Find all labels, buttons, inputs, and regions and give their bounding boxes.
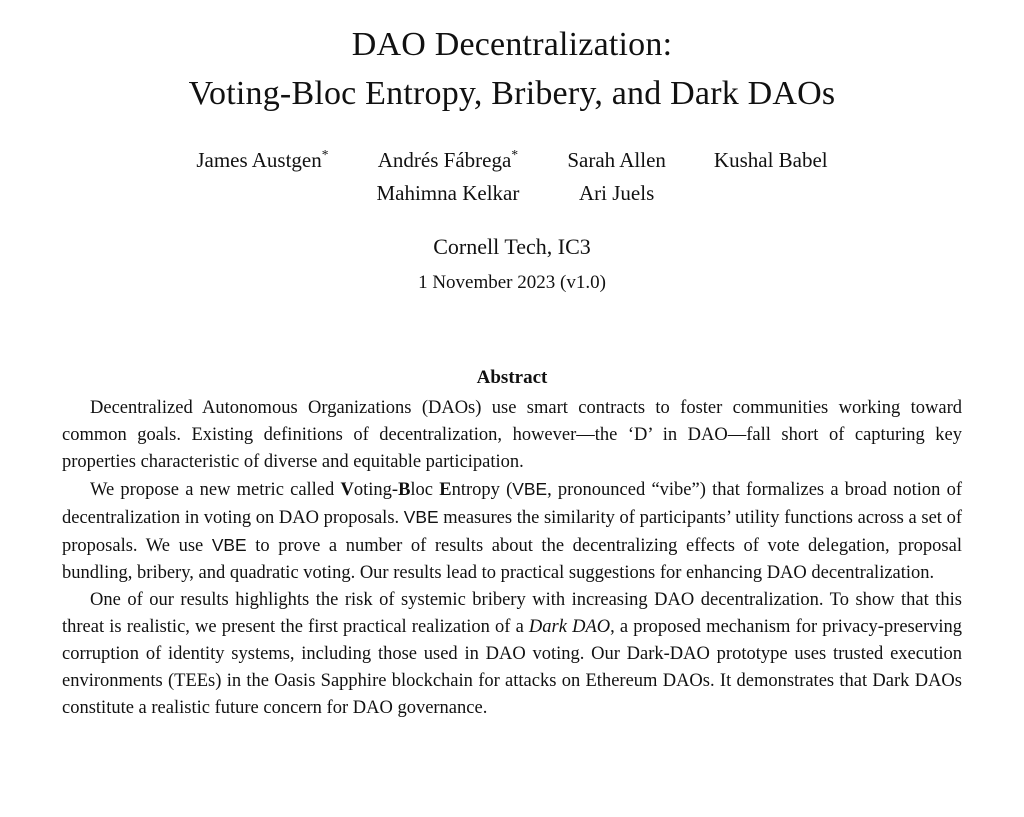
author-block: [62, 144, 962, 210]
author-name: Kushal Babel: [713, 148, 828, 172]
author-andres-fabrega: [378, 144, 518, 177]
author-column-2: [376, 144, 519, 210]
affiliation: Cornell Tech, IC3: [433, 234, 591, 259]
paper-content: [62, 0, 962, 722]
author-name: Sarah Allen: [567, 148, 666, 172]
author-name: Andrés Fábrega: [377, 148, 512, 172]
author-name: Mahimna Kelkar: [376, 181, 520, 205]
abstract-heading: Abstract: [476, 367, 548, 388]
author-mahimna-kelkar: [376, 177, 519, 210]
author-name: James Austgen: [196, 148, 322, 172]
author-james-austgen: [196, 144, 328, 177]
author-sarah-allen: [567, 144, 666, 177]
author-footnote-mark: *: [511, 147, 519, 162]
paper-title-line2: Voting-Bloc Entropy, Bribery, and Dark DAOs: [188, 75, 836, 112]
author-name: Ari Juels: [579, 181, 655, 205]
paper-title: [62, 20, 962, 118]
abstract-section: [62, 366, 962, 722]
abstract-paragraph-2: We propose a new metric called Voting-Bloc Entropy (VBE, pronounced “vibe”) that formalizes a broad notion of decentralization in voting on DAO proposals. VBE measures the similarity of participants’ utility functions across a set of proposals. We use VBE to prove a number of results about the decentralizing effects of vote delegation, proposal bundling, bribery, and quadratic voting. Our results lead to practical suggestions for enhancing DAO decentralization.: [62, 479, 963, 583]
author-kushal-babel: [714, 144, 828, 177]
abstract-paragraph-3: One of our results highlights the risk of systemic bribery with increasing DAO decentralization. To show that this threat is realistic, we present the first practical realization of a Dark DAO, a proposed mechanism for privacy-preserving corruption of identity systems, including those used in DAO voting. Our Dark-DAO prototype uses trusted execution environments (TEEs) in the Oasis Sapphire blockchain for attacks on Ethereum DAOs. It demonstrates that Dark DAOs constitute a realistic future concern for DAO governance.: [62, 590, 963, 718]
paper-title-line1: DAO Decentralization:: [351, 26, 673, 63]
author-ari-juels: [579, 177, 654, 210]
date-version: 1 November 2023 (v1.0): [418, 272, 606, 293]
abstract-paragraph-1: Decentralized Autonomous Organizations (DAOs) use smart contracts to foster communities working toward common goals. Existing definitions of decentralization, however—the ‘D’ in DAO—fall short of capturing key properties characteristic of diverse and equitable participation.: [62, 398, 962, 472]
author-column-3: [567, 144, 666, 210]
author-column-1: [196, 144, 328, 177]
author-column-4: [714, 144, 828, 177]
author-footnote-mark: *: [321, 147, 329, 162]
